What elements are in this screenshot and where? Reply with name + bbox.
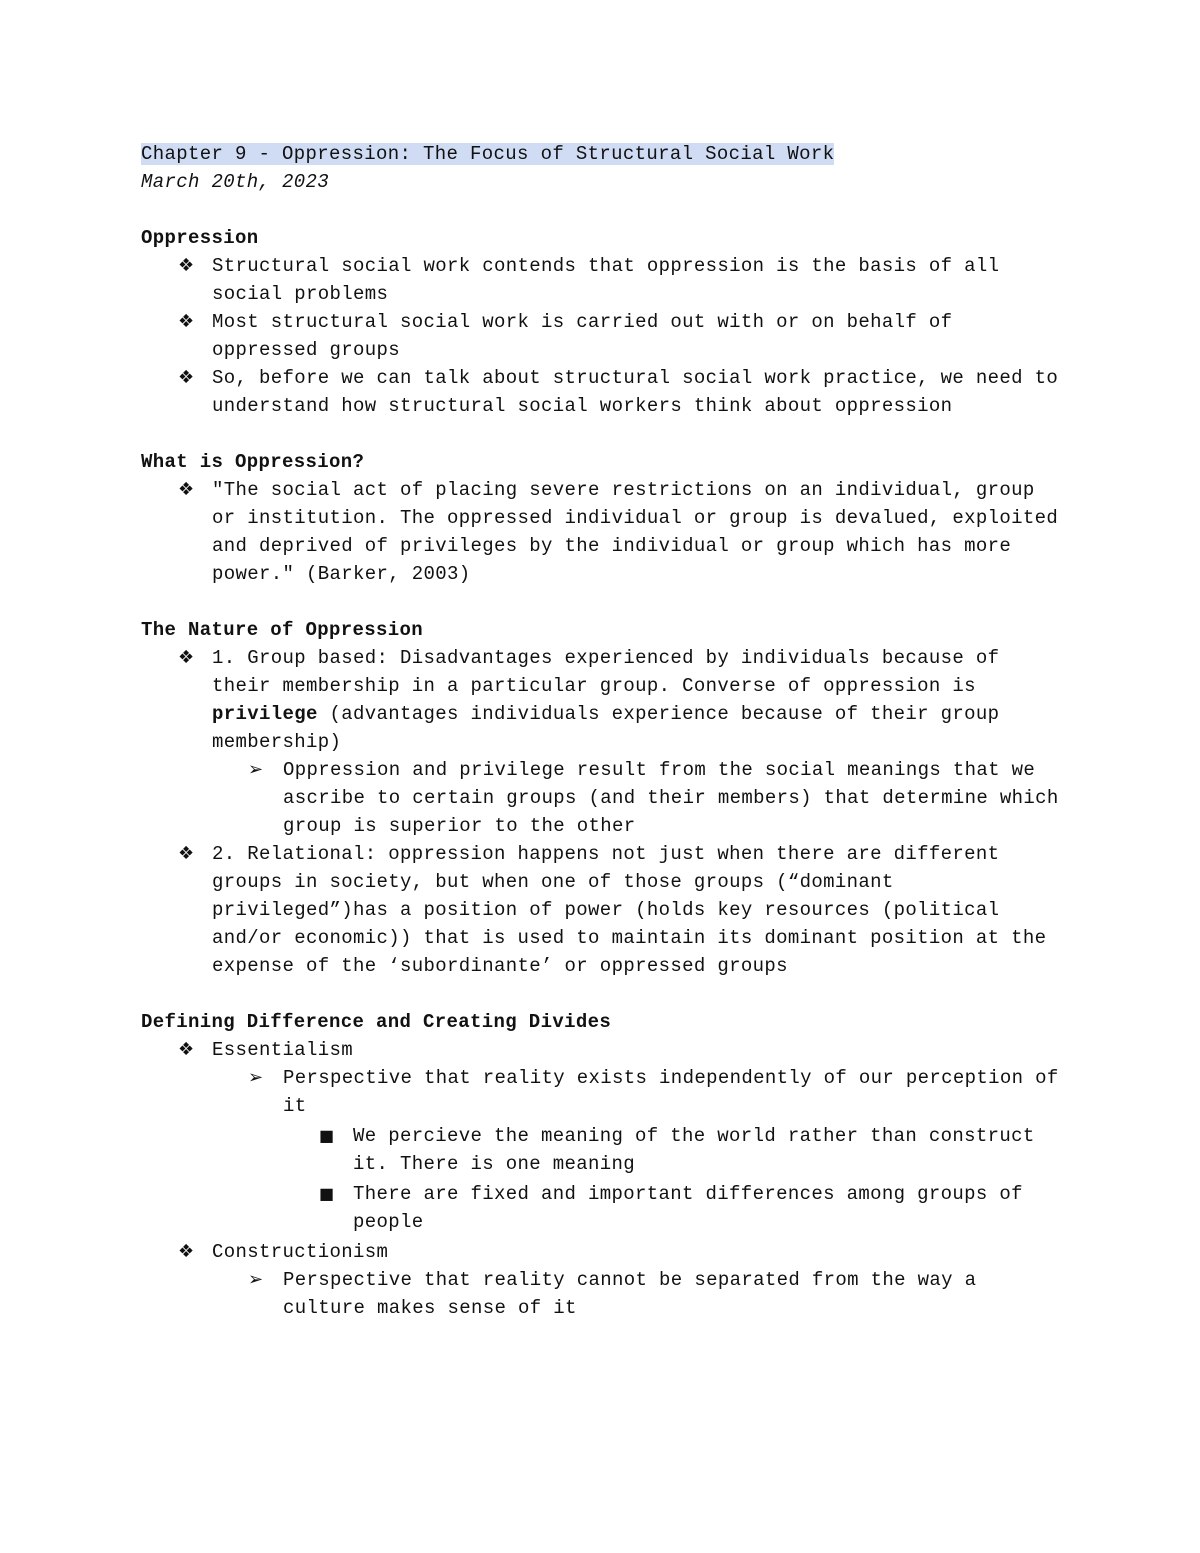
sub-sub-list-item-text: We percieve the meaning of the world rather than construct it. There is one meaning — [353, 1125, 1035, 1175]
arrowhead-bullet-icon: ➢ — [248, 759, 264, 780]
list-item — [141, 252, 1061, 308]
sub-list-item — [141, 1266, 1061, 1322]
arrowhead-bullet-icon: ➢ — [248, 1269, 264, 1290]
sub-sub-list-item-text: There are fixed and important differences among groups of people — [353, 1183, 1023, 1233]
list-item-constructionism — [141, 1238, 1061, 1266]
document-title: Chapter 9 - Oppression: The Focus of Structural Social Work — [141, 143, 835, 165]
sub-list-item-text: Perspective that reality cannot be separated from the way a culture makes sense of it — [283, 1269, 977, 1319]
four-diamond-bullet-icon: ❖ — [178, 255, 195, 276]
four-diamond-bullet-icon: ❖ — [178, 843, 195, 864]
blank-line — [141, 588, 1061, 616]
list-item-text: 2. Relational: oppression happens not just when there are different groups in society, but when one of those groups (“dominant privileged”)has a position of power (holds key resources (political and/or economic)) that is used to maintain its dominant position at the expense of the ‘subordinante’ or oppressed groups — [212, 843, 1047, 977]
blank-line — [141, 420, 1061, 448]
heading-oppression: Oppression — [141, 227, 259, 249]
square-bullet-icon: ■ — [319, 1126, 335, 1145]
blank-line — [141, 196, 1061, 224]
four-diamond-bullet-icon: ❖ — [178, 1039, 195, 1060]
heading-defining-difference: Defining Difference and Creating Divides — [141, 1011, 612, 1033]
definition-quote: "The social act of placing severe restrictions on an individual, group or institution. The oppressed individual or group is devalued, exploited and deprived of privileges by the individual or group which has more power." (Barker, 2003) — [212, 479, 1059, 585]
four-diamond-bullet-icon: ❖ — [178, 311, 195, 332]
list-item — [141, 476, 1061, 588]
list-item-text: Constructionism — [212, 1241, 389, 1263]
heading-what-is-oppression: What is Oppression? — [141, 451, 365, 473]
sub-list-item — [141, 1064, 1061, 1120]
square-bullet-icon: ■ — [319, 1184, 335, 1203]
sub-list-item-text: Perspective that reality exists independently of our perception of it — [283, 1067, 1059, 1117]
sub-list-item — [141, 756, 1061, 840]
four-diamond-bullet-icon: ❖ — [178, 367, 195, 388]
sub-sub-list-item — [141, 1180, 1061, 1236]
heading-nature-of-oppression: The Nature of Oppression — [141, 619, 424, 641]
four-diamond-bullet-icon: ❖ — [178, 479, 195, 500]
list-item — [141, 364, 1061, 420]
list-item-text: So, before we can talk about structural social work practice, we need to understand how structural social workers think about oppression — [212, 367, 1059, 417]
list-item — [141, 308, 1061, 364]
four-diamond-bullet-icon: ❖ — [178, 647, 195, 668]
list-item-text-after: (advantages individuals experience because of their group membership) — [212, 703, 1000, 753]
list-item-text-before: 1. Group based: Disadvantages experienced by individuals because of their membership in a particular group. Converse of oppression is — [212, 647, 1000, 697]
list-item-text: Most structural social work is carried out with or on behalf of oppressed groups — [212, 311, 953, 361]
arrowhead-bullet-icon: ➢ — [248, 1067, 264, 1088]
document-body — [141, 140, 1061, 1322]
list-item-essentialism — [141, 1036, 1061, 1064]
sub-list-item-text: Oppression and privilege result from the social meanings that we ascribe to certain groups (and their members) that determine which group is superior to the other — [283, 759, 1059, 837]
list-item — [141, 644, 1061, 756]
list-item-text: Essentialism — [212, 1039, 354, 1061]
document-date: March 20th, 2023 — [141, 171, 330, 193]
blank-line — [141, 980, 1061, 1008]
list-item — [141, 840, 1061, 980]
sub-sub-list-item — [141, 1122, 1061, 1178]
privilege-term: privilege — [212, 703, 318, 725]
list-item-text: Structural social work contends that oppression is the basis of all social problems — [212, 255, 1000, 305]
title-line — [141, 140, 1061, 168]
four-diamond-bullet-icon: ❖ — [178, 1241, 195, 1262]
